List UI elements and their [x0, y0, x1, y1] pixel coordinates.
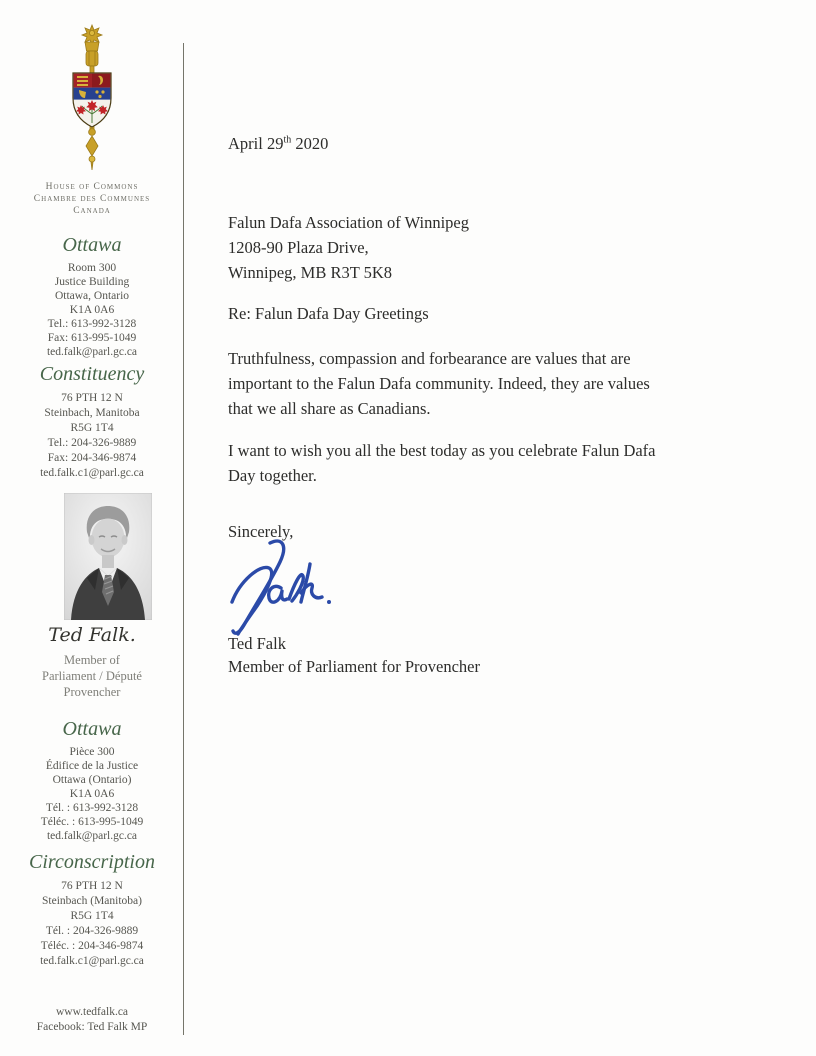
house-of-commons-crest-icon [61, 24, 123, 172]
phone-line: Tél. : 613-992-3128 [45, 802, 139, 814]
address-line: 76 PTH 12 N [61, 392, 123, 404]
circonscription-address [6, 879, 178, 969]
body-line: that we all share as Canadians. [228, 399, 431, 418]
body-line: Truthfulness, compassion and forbearance are values that are [228, 349, 631, 368]
body-line: I want to wish you all the best today as you celebrate Falun Dafa [228, 441, 656, 460]
ted-falk-photo [64, 493, 152, 620]
ottawa-en-heading: Ottawa [62, 234, 122, 256]
org-name-block [6, 181, 178, 217]
date-year: 2020 [291, 134, 329, 153]
address-line: R5G 1T4 [70, 910, 114, 922]
body-line: Day together. [228, 466, 317, 485]
recipient-address-block [228, 210, 738, 285]
date-ordinal: th [283, 134, 292, 146]
circonscription-heading: Circonscription [29, 851, 155, 873]
fax-line: Fax: 204-346-9874 [47, 452, 137, 464]
signer-name: Ted Falk [228, 634, 286, 653]
email-line: ted.falk@parl.gc.ca [46, 830, 138, 842]
address-line: K1A 0A6 [69, 788, 115, 800]
member-title-line: Parliament / Député [42, 669, 142, 683]
body-paragraph-2 [228, 438, 738, 488]
phone-line: Tél. : 204-326-9889 [45, 925, 139, 937]
member-title-block [6, 652, 178, 700]
signer-title: Member of Parliament for Provencher [228, 657, 480, 676]
address-line: Édifice de la Justice [45, 760, 139, 772]
address-line: Steinbach, Manitoba [44, 407, 140, 419]
ottawa-fr-heading: Ottawa [62, 718, 122, 740]
email-line: ted.falk.c1@parl.gc.ca [40, 955, 144, 967]
web-block [6, 1005, 178, 1035]
member-name-script: Ted Falk. [48, 624, 136, 646]
constituency-address [6, 391, 178, 481]
website-line: www.tedfalk.ca [55, 1006, 129, 1018]
email-line: ted.falk@parl.gc.ca [46, 346, 138, 358]
subject-line: Re: Falun Dafa Day Greetings [228, 304, 429, 323]
address-line: 76 PTH 12 N [61, 880, 123, 892]
org-line-country: Canada [73, 206, 111, 216]
constituency-heading: Constituency [39, 363, 145, 385]
member-title-line: Provencher [63, 685, 121, 699]
address-line: Pièce 300 [69, 746, 115, 758]
ottawa-en-address [6, 261, 178, 359]
sidebar-divider-line [183, 43, 184, 1035]
ottawa-fr-address [6, 745, 178, 843]
closing-line: Sincerely, [228, 522, 294, 541]
address-line: Steinbach (Manitoba) [42, 895, 142, 907]
org-line-en: House of Commons [45, 182, 139, 192]
body-line: important to the Falun Dafa community. Indeed, they are values [228, 374, 650, 393]
fax-line: Fax: 613-995-1049 [47, 332, 137, 344]
date-text: April 29 [228, 134, 284, 153]
email-line: ted.falk.c1@parl.gc.ca [40, 467, 144, 479]
address-line: R5G 1T4 [70, 422, 114, 434]
letter-date [228, 134, 738, 154]
recipient-line: Falun Dafa Association of Winnipeg [228, 213, 469, 232]
body-paragraph-1 [228, 346, 738, 421]
facebook-line: Facebook: Ted Falk MP [36, 1021, 148, 1033]
address-line: K1A 0A6 [69, 304, 115, 316]
address-line: Ottawa (Ontario) [52, 774, 132, 786]
address-line: Ottawa, Ontario [54, 290, 130, 302]
ted-falk-signature-icon [224, 536, 336, 640]
fax-line: Téléc. : 204-346-9874 [40, 940, 144, 952]
recipient-line: 1208-90 Plaza Drive, [228, 238, 369, 257]
phone-line: Tel.: 613-992-3128 [47, 318, 137, 330]
address-line: Justice Building [54, 276, 130, 288]
org-line-fr: Chambre des Communes [33, 194, 151, 204]
recipient-line: Winnipeg, MB R3T 5K8 [228, 263, 393, 282]
address-line: Room 300 [67, 262, 117, 274]
member-title-line: Member of [64, 653, 120, 667]
fax-line: Téléc. : 613-995-1049 [40, 816, 144, 828]
phone-line: Tel.: 204-326-9889 [47, 437, 137, 449]
